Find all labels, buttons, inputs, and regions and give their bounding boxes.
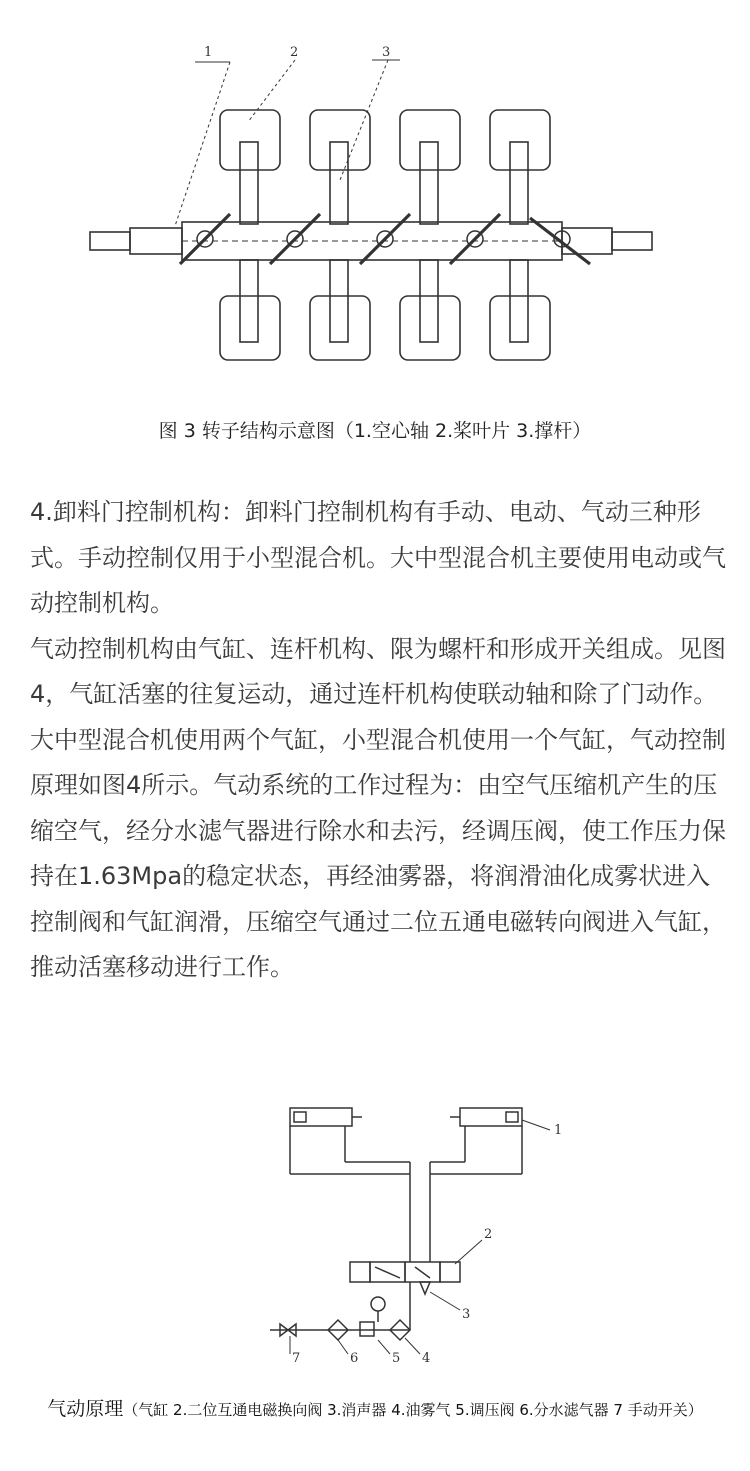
- muffler: [420, 1282, 430, 1294]
- label-4: 4: [422, 1351, 431, 1366]
- top-paddles: [220, 110, 550, 224]
- paragraph: 气动控制机构由气缸、连杆机构、限为螺杆和形成开关组成。见图4，气缸活塞的往复运动，通过连杆机构使联动轴和除了门动作。大中型混合机使用两个气缸，小型混合机使用一个气缸，气动控制原理如图4所示。气动系统的工作过程为：由空气压缩机产生的压缩空气，经分水滤气器进行除水和去污，经调压阀，使工作压力保持在1.63Mpa的稳定状态，再经油雾器，将润滑油化成雾状进入控制阀和气缸润滑，压缩空气通过二位五通电磁转向阀进入气缸，推动活塞移动进行工作。: [30, 634, 726, 981]
- label-3: 3: [462, 1307, 471, 1322]
- label-1: 1: [554, 1123, 563, 1138]
- supply-line: [270, 1282, 410, 1340]
- figure2-caption-lead: 气动原理: [47, 1398, 124, 1420]
- paragraph: 4.卸料门控制机构：卸料门控制机构有手动、电动、气动三种形式。手动控制仅用于小型混合机。大中型混合机主要使用电动或气动控制机构。: [30, 498, 726, 617]
- figure1-caption: 图 3 转子结构示意图（1.空心轴 2.桨叶片 3.撑杆）: [158, 420, 592, 442]
- pneumatic-diagram: [250, 1090, 580, 1370]
- label-1: 1: [204, 45, 213, 60]
- body-text: [30, 490, 730, 991]
- label-2: 2: [290, 45, 299, 60]
- rotor-structure-diagram: [70, 30, 680, 410]
- label-5: 5: [392, 1351, 401, 1366]
- label-2: 2: [484, 1227, 493, 1242]
- figure2-caption: [0, 1394, 750, 1421]
- figure2-caption-detail: （气缸 2.二位互通电磁换向阀 3.消声器 4.油雾气 5.调压阀 6.分水滤气器 7 手动开关）: [123, 1401, 703, 1419]
- label-7: 7: [292, 1351, 301, 1366]
- bottom-paddles: [220, 260, 550, 360]
- solenoid-valve: [350, 1262, 460, 1282]
- cylinders: [290, 1108, 522, 1126]
- label-6: 6: [350, 1351, 359, 1366]
- label-3: 3: [382, 45, 391, 60]
